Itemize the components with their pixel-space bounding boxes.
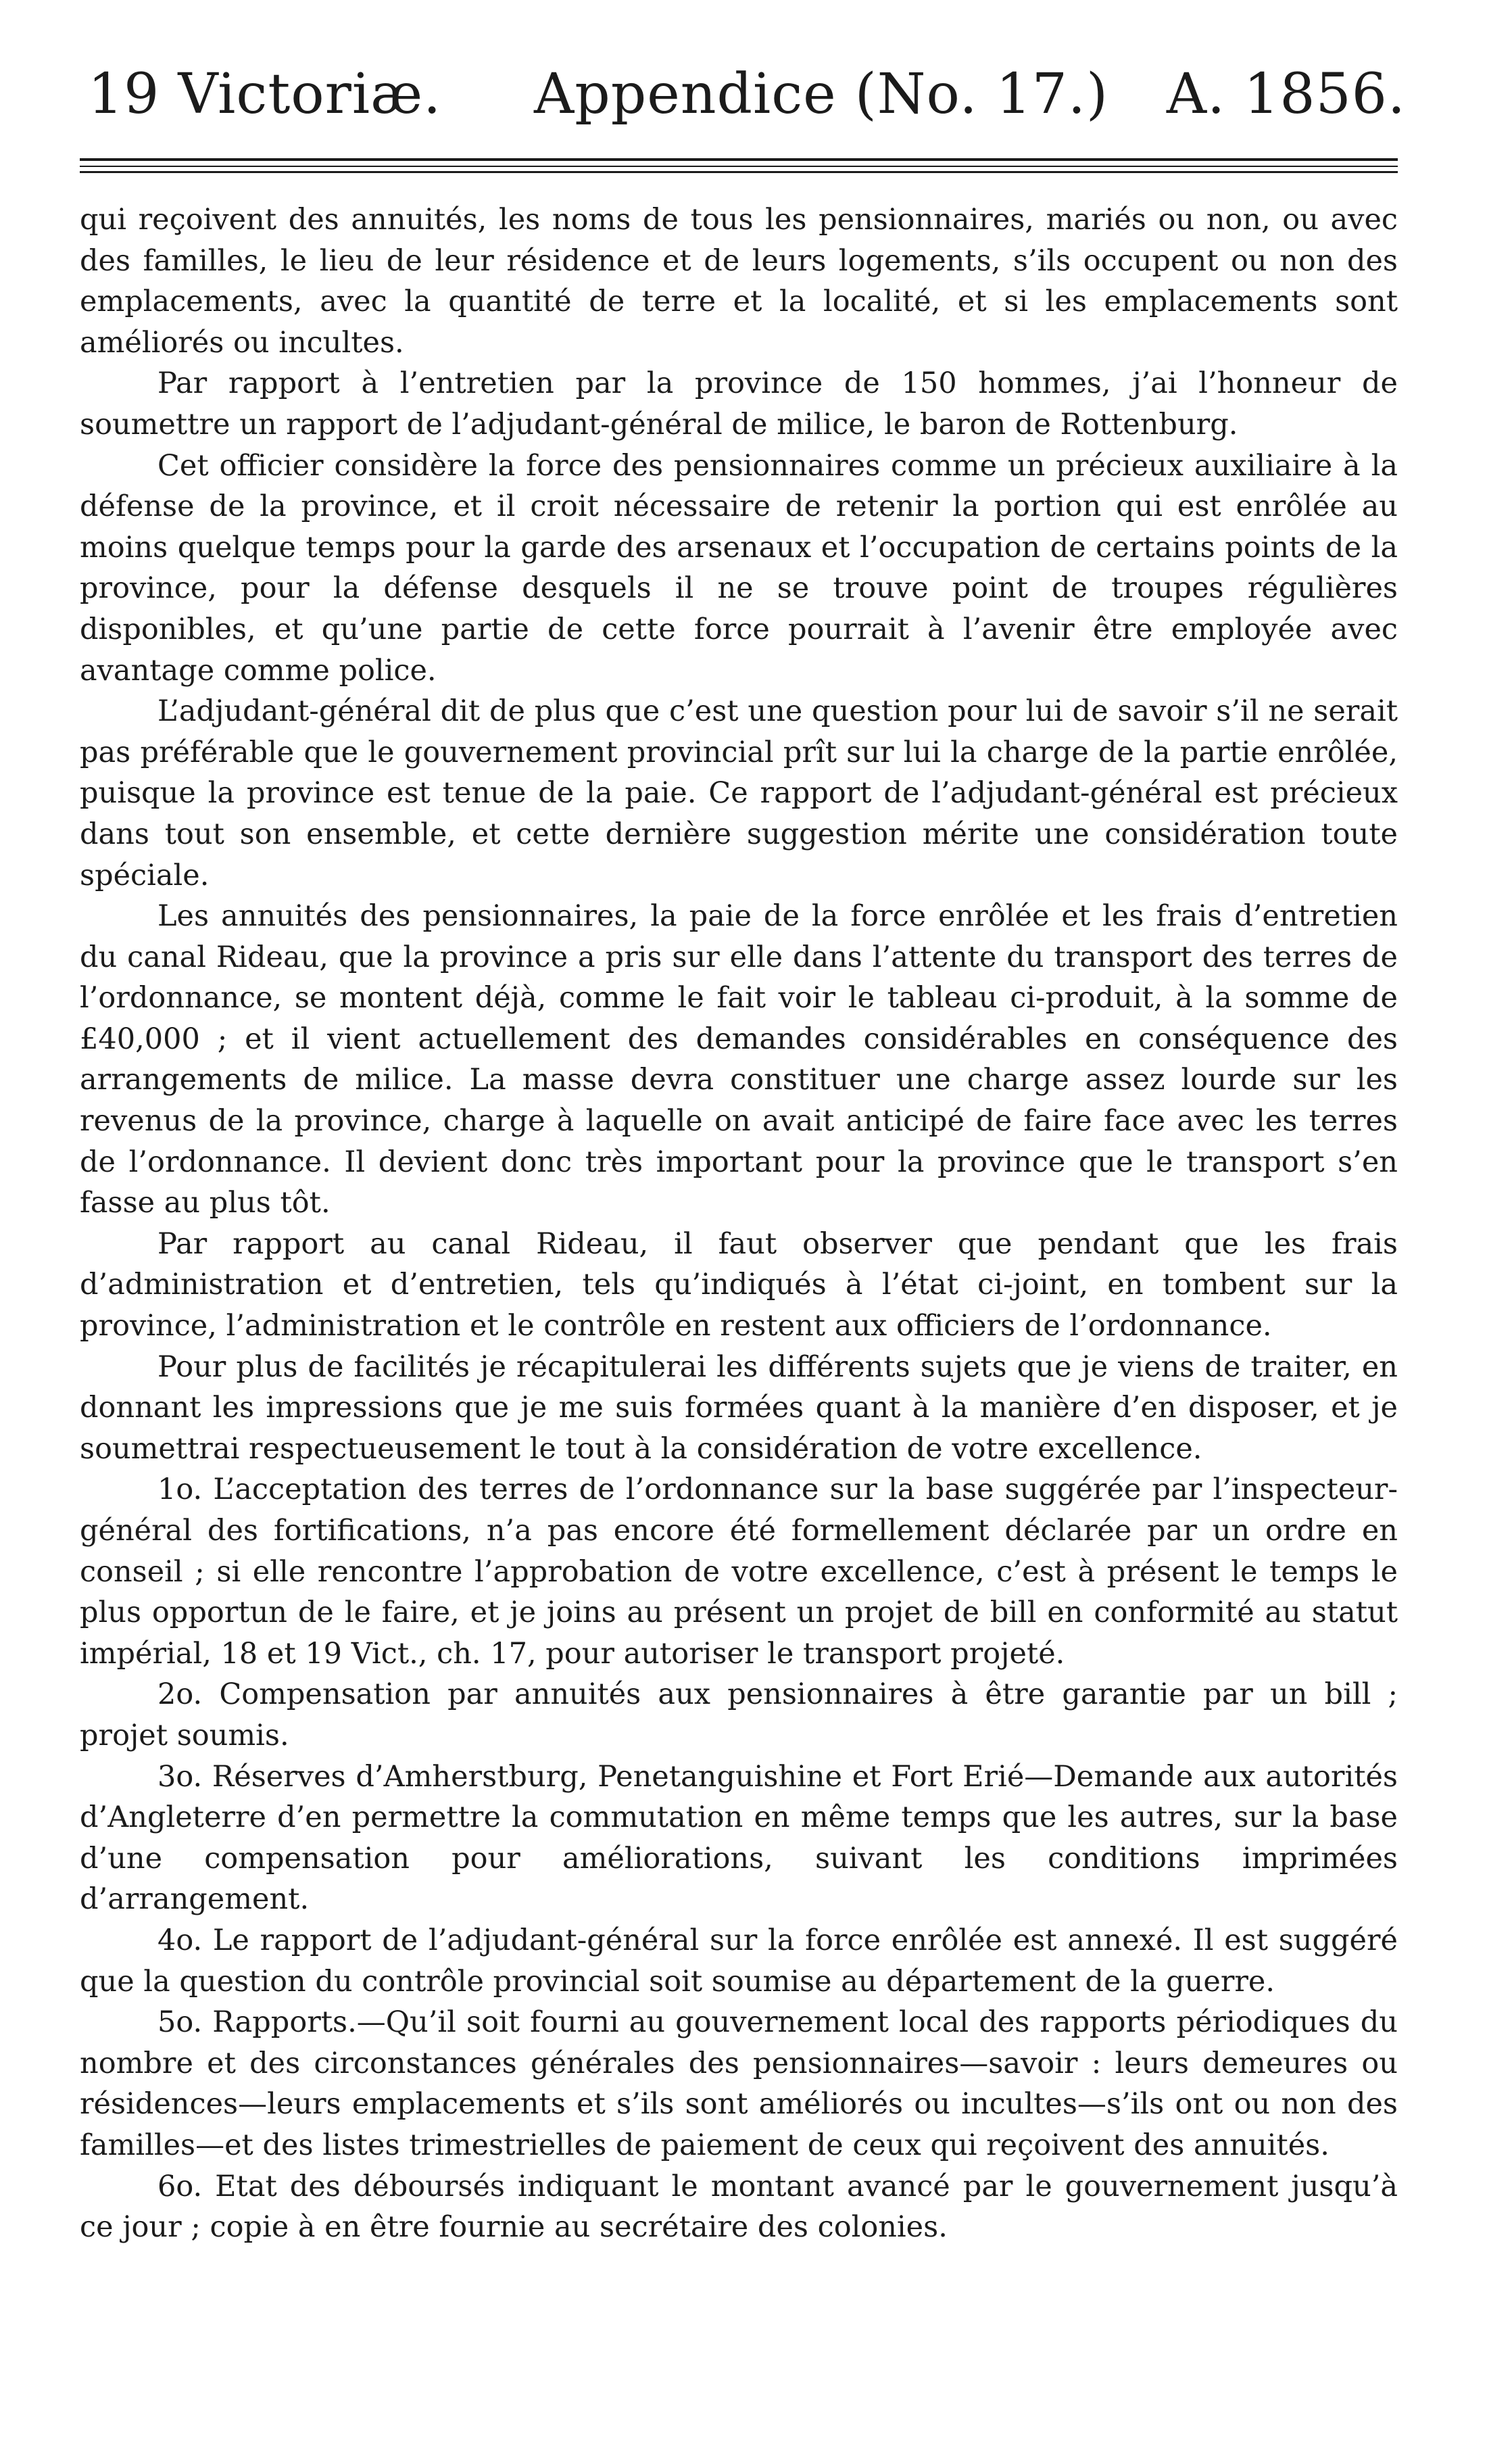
page-header [88,47,1406,142]
paragraph-annuities: Les annuités des pensionnaires, la paie de la force enrôlée et les frais d’entretien du canal Rideau, que la province a pris sur elle dans l’attente du transport des terres de l’ordonnance, se montent déjà, comme le fait voir le tableau ci-produit, à la somme de £40,000 ; et il vient actuellement des demandes considérables en conséquence des arrangements de milice. La masse devra constituer une charge assez lourde sur les revenus de la province, charge à laquelle on avait anticipé de faire face avec les terres de l’ordonnance. Il devient donc très important pour la province que le transport s’en fasse au plus tôt. [80,899,1398,1220]
list-item-2: 2o. Compensation par annuités aux pensionnaires à être garantie par un bill ; projet soumis. [80,1677,1398,1752]
paragraph-recapitulation: Pour plus de facilités je récapitulerai les différents sujets que je viens de traiter, en donnant les impressions que je me suis formées quant à la manière d’en disposer, et je soumettrai respectueusement le tout à la considération de votre excellence. [80,1350,1398,1466]
header-rule-top [80,158,1398,161]
paragraph-continuation: qui reçoivent des annuités, les noms de tous les pensionnaires, mariés ou non, ou avec des familles, le lieu de leur résidence et de leurs logements, s’ils occupent ou non des emplacements, avec la quantité de terre et la localité, et si les emplacements sont améliorés ou incultes. [80,203,1398,360]
header-rule-bottom [80,171,1398,173]
paragraph-adjutant-general: L’adjudant-général dit de plus que c’est une question pour lui de savoir s’il ne serait pas préférable que le gouvernement provincial prît sur lui la charge de la partie enrôlée, puisque la province est tenue de la paie. Ce rapport de l’adjudant-général est précieux dans tout son ensemble, et cette dernière suggestion mérite une considération toute spéciale. [80,694,1398,892]
list-item-4: 4o. Le rapport de l’adjudant-général sur la force enrôlée est annexé. Il est suggéré que la question du contrôle provincial soit soumise au département de la guerre. [80,1923,1398,1999]
paragraph-maintenance: Par rapport à l’entretien par la province de 150 hommes, j’ai l’honneur de soumettre un rapport de l’adjudant-général de milice, le baron de Rottenburg. [80,366,1398,441]
body-text [80,199,1398,2248]
list-item-5: 5o. Rapports.—Qu’il soit fourni au gouvernement local des rapports périodiques du nombre et des circonstances générales des pensionnaires—savoir : leurs demeures ou résidences—leurs emplacements et s’ils sont améliorés ou incultes—s’ils ont ou non des familles—et des listes trimestrielles de paiement de ceux qui reçoivent des annuités. [80,2005,1398,2162]
list-item-3: 3o. Réserves d’Amherstburg, Penetanguishine et Fort Erié—Demande aux autorités d’Angleterre d’en permettre la commutation en même temps que les autres, sur la base d’une compensation pour améliorations, suivant les conditions imprimées d’arrangement. [80,1759,1398,1917]
header-rule-middle [80,166,1398,167]
paragraph-officer-view: Cet officier considère la force des pensionnaires comme un précieux auxiliaire à la défense de la province, et il croit nécessaire de retenir la portion qui est enrôlée au moins quelque temps pour la garde des arsenaux et l’occupation de certains points de la province, pour la défense desquels il ne se trouve point de troupes régulières disponibles, et qu’une partie de cette force pourrait à l’avenir être employée avec avantage comme police. [80,448,1398,688]
header-session: 19 Victoriæ. [88,62,442,126]
paragraph-rideau-canal: Par rapport au canal Rideau, il faut observer que pendant que les frais d’administration et d’entretien, tels qu’indiqués à l’état ci-joint, en tombent sur la province, l’administration et le contrôle en restent aux officiers de l’ordonnance. [80,1226,1398,1343]
header-year: A. 1856. [1166,62,1406,126]
header-appendix: Appendice (No. 17.) [534,62,1108,126]
list-item-1: 1o. L’acceptation des terres de l’ordonnance sur la base suggérée par l’inspecteur-général des fortifications, n’a pas encore été formellement déclarée par un ordre en conseil ; si elle rencontre l’approbation de votre excellence, c’est à présent le temps le plus opportun de le faire, et je joins au présent un projet de bill en conformité au statut impérial, 18 et 19 Vict., ch. 17, pour autoriser le transport projeté. [80,1473,1398,1671]
list-item-6: 6o. Etat des déboursés indiquant le montant avancé par le gouvernement jusqu’à ce jour ; copie à en être fournie au secrétaire des colonies. [80,2169,1398,2245]
